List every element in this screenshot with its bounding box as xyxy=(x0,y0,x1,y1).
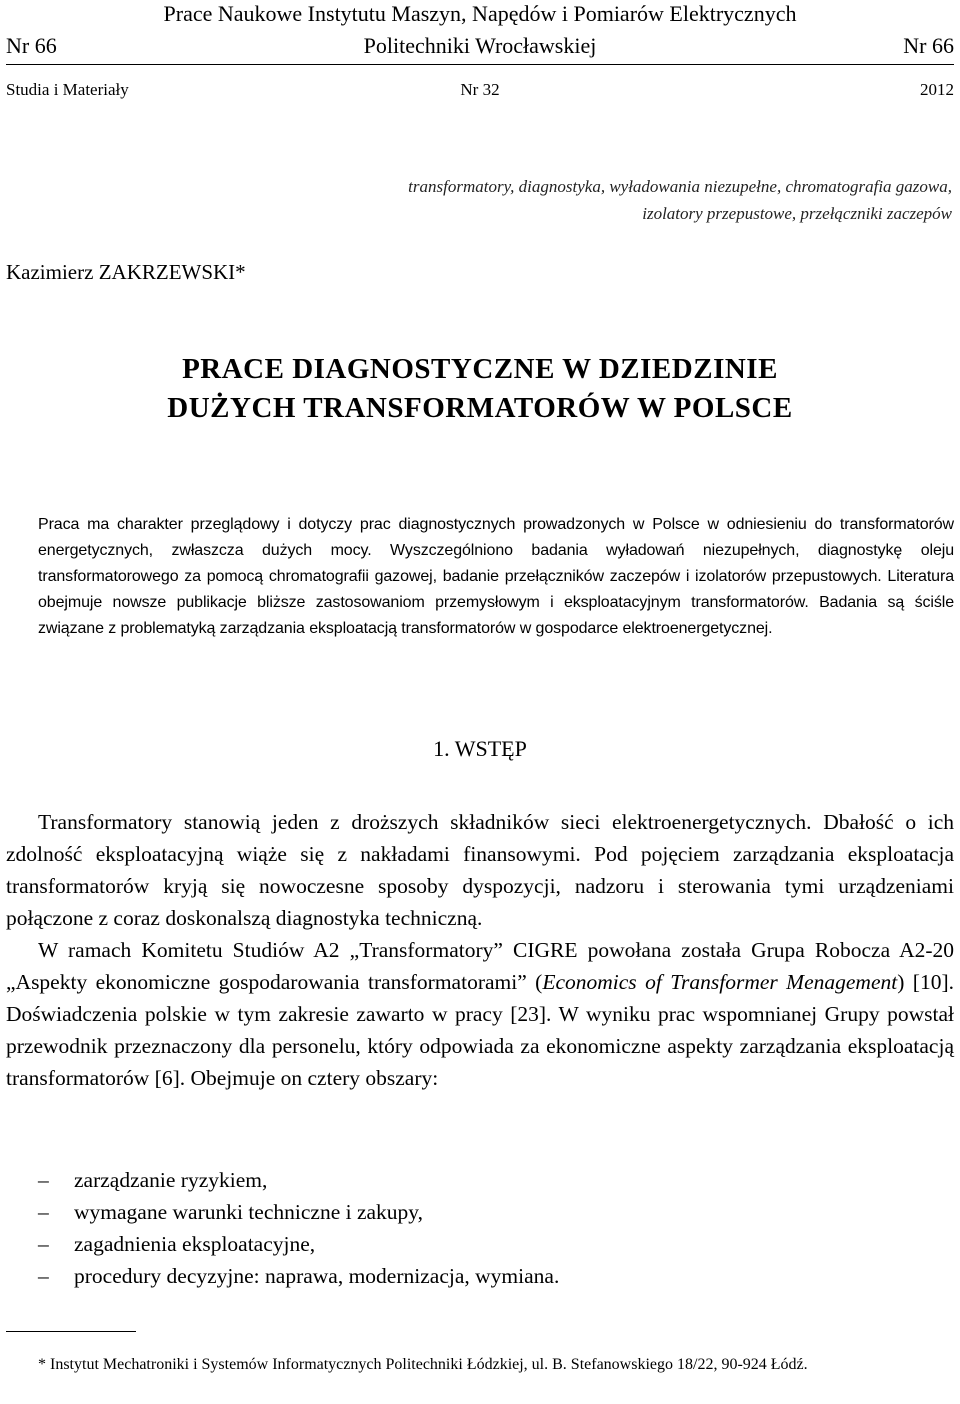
abstract-text: Praca ma charakter przeglądowy i dotyczy prac diagnostycznych prowadzonych w Polsce w odniesieniu do transformatorów energetycznych, zwłaszcza dużych mocy. Wyszczególniono badania wyładowań niezupełnych, diagnostykę oleju transformatorowego za pomocą chromatografii gazowej, badanie przełączników zaczepów i izolatorów przepustowych. Literatura obejmuje nowsze publikacje bliższe zastosowaniom przemysłowym i eksploatacyjnym transformatorów. Badania są ściśle związane z problematyką zarządzania eksploatacją transformatorów w gospodarce elektroenergetycznej. xyxy=(38,516,954,637)
list-item xyxy=(6,1164,954,1196)
journal-title-line2: Politechniki Wrocławskiej xyxy=(363,33,597,58)
dash-bullet: – xyxy=(38,1168,49,1192)
issue-number-left: Nr 66 xyxy=(6,33,57,58)
paragraph-2 xyxy=(6,934,954,1094)
list-item xyxy=(6,1196,954,1228)
abstract xyxy=(38,512,954,642)
paper-title-line2: DUŻYCH TRANSFORMATORÓW W POLSCE xyxy=(167,392,793,424)
list-item-text: zagadnienia eksploatacyjne, xyxy=(74,1232,316,1256)
body-text xyxy=(6,806,954,1094)
list-item-text: wymagane warunki techniczne i zakupy, xyxy=(74,1200,424,1224)
header-rule xyxy=(6,64,954,65)
journal-title-line1: Prace Naukowe Instytutu Maszyn, Napędów i Pomiarów Elektrycznych xyxy=(163,1,797,26)
footnote xyxy=(6,1352,954,1378)
paper-title-line1: PRACE DIAGNOSTYCZNE W DZIEDZINIE xyxy=(182,353,778,385)
dash-bullet: – xyxy=(38,1264,49,1288)
author-name: Kazimierz ZAKRZEWSKI* xyxy=(6,260,246,284)
keywords-line1: transformatory, diagnostyka, wyładowania niezupełne, chromatografia gazowa, xyxy=(408,177,952,196)
areas-list xyxy=(6,1164,954,1292)
footnote-text: * Instytut Mechatroniki i Systemów Informatycznych Politechniki Łódzkiej, ul. B. Stefanowskiego 18/22, 90-924 Łódź. xyxy=(38,1356,808,1373)
series-name: Studia i Materiały xyxy=(6,80,129,99)
list-item xyxy=(6,1228,954,1260)
series-number: Nr 32 xyxy=(460,80,500,99)
dash-bullet: – xyxy=(38,1200,49,1224)
list-item-text: procedury decyzyjne: naprawa, modernizacja, wymiana. xyxy=(74,1264,560,1288)
paragraph-1: Transformatory stanowią jeden z droższych składników sieci elektroenergetycznych. Dbałość o ich zdolność eksploatacyjną wiąże się z nakładami finansowymi. Pod pojęciem zarządzania eksploatacja transformatorów kryją się nowoczesne sposoby dyspozycji, nadzoru i sterowania tymi urządzeniami połączone z coraz doskonalszą diagnostyka techniczną. xyxy=(6,810,954,930)
section-heading: 1. WSTĘP xyxy=(433,736,527,761)
keywords-line2: izolatory przepustowe, przełączniki zaczepów xyxy=(642,204,952,223)
english-title: Economics of Transformer Menagement xyxy=(542,970,898,994)
paragraph-2-part-b: ) [10]. Doświadczenia polskie w tym zakresie zawarto w pracy [23]. W wyniku prac wspomnianej Grupy powstał przewodnik przeznaczony dla personelu, który odpowiada za ekonomiczne aspekty zarządzania eksploatacją transformatorów [6]. Obejmuje on cztery obszary: xyxy=(6,970,954,1090)
issue-number-right: Nr 66 xyxy=(903,33,954,58)
list-item-text: zarządzanie ryzykiem, xyxy=(74,1168,268,1192)
year: 2012 xyxy=(920,80,954,99)
footnote-rule xyxy=(6,1331,136,1332)
dash-bullet: – xyxy=(38,1232,49,1256)
list-item xyxy=(6,1260,954,1292)
paragraph-2-part-a: W ramach Komitetu Studiów A2 „Transformatory” CIGRE powołana została Grupa Robocza A2-20 „Aspekty ekonomiczne gospodarowania transformatorami” ( xyxy=(6,938,954,994)
